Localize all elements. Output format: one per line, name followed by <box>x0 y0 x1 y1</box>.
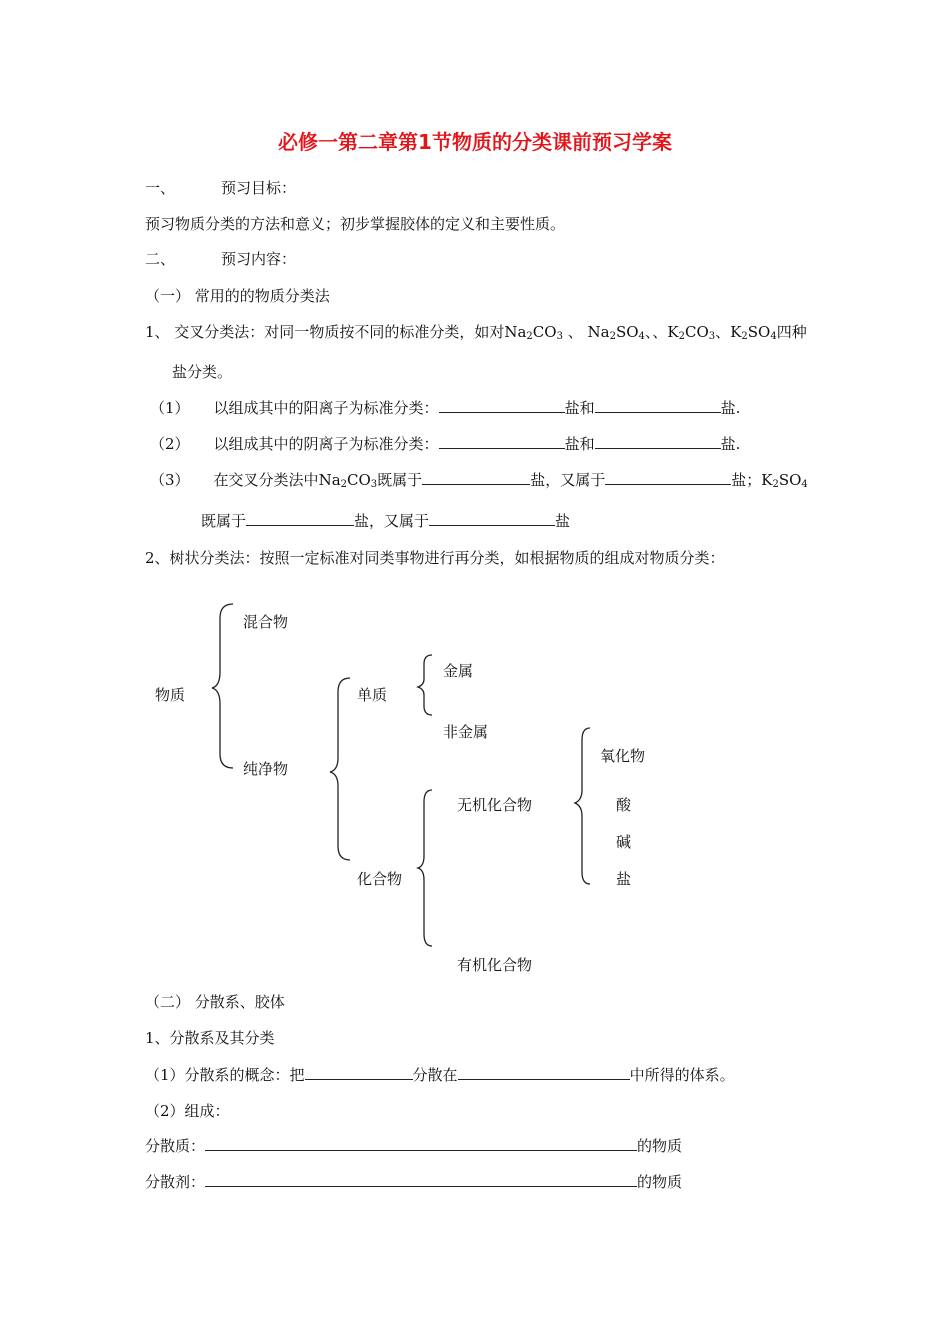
brace-compound <box>418 790 432 946</box>
subsection-1: （一） 常用的的物质分类法 <box>145 287 330 305</box>
tree-base: 碱 <box>616 833 632 851</box>
dispersed-phase-line <box>145 1136 682 1156</box>
tree-nonmetal: 非金属 <box>443 723 489 741</box>
answer-blank[interactable] <box>305 1065 413 1080</box>
brace-element <box>418 655 432 715</box>
tree-salt: 盐 <box>616 870 632 888</box>
cross-continuation: 盐分类。 <box>172 363 233 381</box>
concept-text: （1）分散系的概念：把 <box>145 1066 305 1084</box>
question-number: （2） <box>150 435 190 453</box>
section-number: 二、 <box>145 250 176 268</box>
question-text: 以组成其中的阳离子为标准分类： <box>213 399 439 417</box>
separator: 、、 <box>644 323 668 341</box>
brace-root <box>212 604 233 768</box>
question-number: （3） <box>150 471 190 489</box>
formula-k2so4: $K_2SO_4$ <box>730 323 777 342</box>
tree-oxide: 氧化物 <box>600 747 646 765</box>
separator: 、 <box>715 323 731 341</box>
tree-organic-compound: 有机化合物 <box>457 956 533 974</box>
question-text: 盐和 <box>564 435 595 453</box>
tree-pure-substance: 纯净物 <box>243 760 289 778</box>
tree-compound: 化合物 <box>357 870 403 888</box>
tree-classification-intro: 2、树状分类法：按照一定标准对同类事物进行再分类，如根据物质的组成对物质分类： <box>145 549 725 567</box>
section-title: 预习内容： <box>221 250 297 268</box>
question-number: （1） <box>150 399 190 417</box>
question-text: 既属于 <box>201 512 247 530</box>
formula-k2co3: $K_2CO_3$ <box>667 323 716 342</box>
brace-inorganic <box>575 728 590 884</box>
question-text: 盐. <box>720 435 741 453</box>
question-text: 盐，又属于 <box>354 512 430 530</box>
tree-metal: 金属 <box>443 662 474 680</box>
dispersion-heading: 1、分散系及其分类 <box>145 1029 275 1047</box>
objective-text: 预习物质分类的方法和意义；初步掌握胶体的定义和主要性质。 <box>145 215 566 233</box>
question-text: 盐和 <box>564 399 595 417</box>
cross-lead: 1、 交叉分类法：对同一物质按不同的标准分类，如对 <box>145 323 505 341</box>
page-title: 必修一第二章第1节物质的分类课前预习学案 <box>278 130 672 154</box>
tree-inorganic-compound: 无机化合物 <box>457 796 533 814</box>
answer-blank[interactable] <box>458 1065 630 1080</box>
concept-text: 分散在 <box>412 1066 458 1084</box>
question-text: 盐； <box>731 471 762 489</box>
section-number: 一、 <box>145 179 176 197</box>
cross-tail: 四种 <box>776 323 807 341</box>
question-text: 以组成其中的阴离子为标准分类： <box>213 435 439 453</box>
answer-blank[interactable] <box>205 1136 637 1151</box>
formula-na2so4: $Na_2SO_4$ <box>587 323 645 342</box>
tree-element: 单质 <box>357 686 388 704</box>
dispersion-composition: （2）组成： <box>145 1102 230 1120</box>
question-text: 在交叉分类法中 <box>213 471 319 489</box>
brace-pure <box>330 678 350 860</box>
subsection-2: （二） 分散系、胶体 <box>145 993 285 1011</box>
dispersion-medium-label: 分散剂： <box>145 1173 206 1191</box>
section-title: 预习目标： <box>221 179 297 197</box>
formula-na2co3: $Na_2CO_3$ <box>318 471 378 490</box>
formula-k2so4: $K_2SO_4$ <box>761 471 808 490</box>
dispersed-phase-label: 分散质： <box>145 1137 206 1155</box>
dispersion-concept <box>145 1065 735 1085</box>
separator: 、 <box>562 323 583 341</box>
question-text: 既属于 <box>377 471 423 489</box>
question-text: 盐，又属于 <box>530 471 606 489</box>
tree-acid: 酸 <box>616 796 632 814</box>
tree-root: 物质 <box>155 686 186 704</box>
question-text: 盐 <box>555 512 571 530</box>
dispersed-phase-end: 的物质 <box>637 1137 683 1155</box>
concept-text: 中所得的体系。 <box>629 1066 735 1084</box>
question-text: 盐. <box>720 399 741 417</box>
dispersion-medium-end: 的物质 <box>637 1173 683 1191</box>
formula-na2co3: $Na_2CO_3$ <box>504 323 563 342</box>
tree-mixture: 混合物 <box>243 613 289 631</box>
answer-blank[interactable] <box>205 1172 637 1187</box>
dispersion-medium-line <box>145 1172 682 1192</box>
